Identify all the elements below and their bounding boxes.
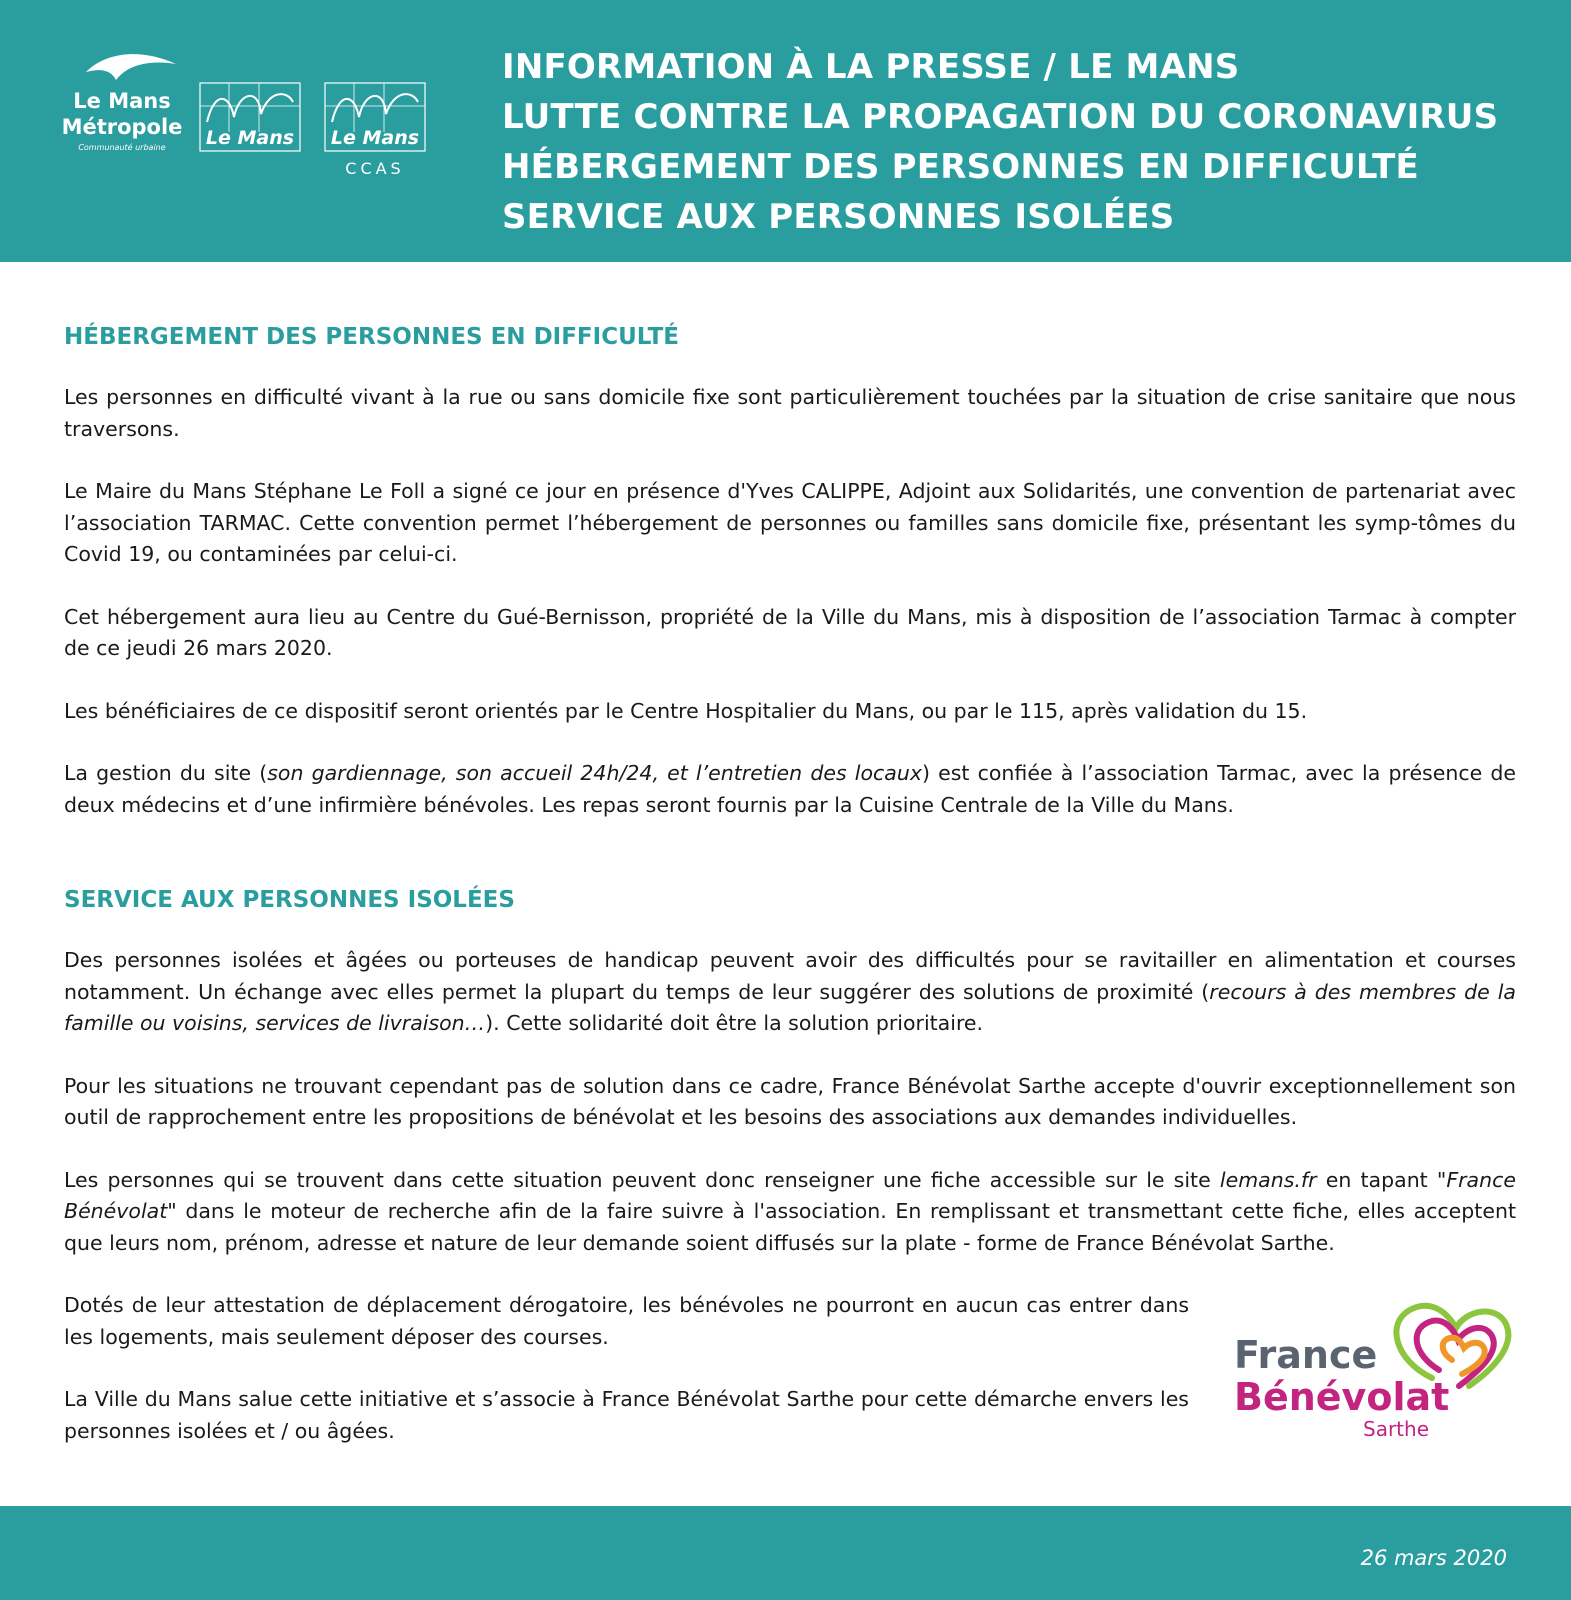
hearts-icon: [1396, 1306, 1508, 1386]
logo-ccas-sub: CCAS: [345, 159, 405, 178]
footer-banner: [0, 1506, 1571, 1600]
le-mans-logo: [199, 82, 301, 152]
logo-metropole-line3: Communauté urbaine: [78, 143, 166, 152]
paragraph: Des personnes isolées et âgées ou porteuses de handicap peuvent avoir des difficultés pour se ravitailler en alimentation et courses notamment. Un échange avec elles permet la plupart du temps de leur suggérer des solutions de proximité (recours à des membres de la famille ou voisins, services de livraison…). Cette solidarité doit être la solution prioritaire.: [64, 948, 1516, 1035]
paragraph: Le Maire du Mans Stéphane Le Foll a signé ce jour en présence d'Yves CALIPPE, Adjoint aux Solidarités, une convention de partenariat avec l’association TARMAC. Cette convention permet l’hébergement de personnes ou familles sans domicile fixe, présentant les symp-tômes du Covid 19, ou contaminées par celui-ci.: [64, 479, 1516, 566]
header-title-2: LUTTE CONTRE LA PROPAGATION DU CORONAVIRUS: [502, 97, 1499, 137]
section-heading-hebergement: HÉBERGEMENT DES PERSONNES EN DIFFICULTÉ: [64, 324, 680, 350]
header-title-4: SERVICE AUX PERSONNES ISOLÉES: [502, 197, 1175, 237]
header-titles: [502, 42, 1562, 242]
paragraph: La Ville du Mans salue cette initiative et s’associe à France Bénévolat Sarthe pour cette démarche envers les personnes isolées et / ou âgées.: [64, 1387, 1189, 1443]
fb-logo-line2: Bénévolat: [1234, 1375, 1450, 1419]
paragraph: Pour les situations ne trouvant cependant pas de solution dans ce cadre, France Bénévolat Sarthe accepte d'ouvrir exceptionnellement son outil de rapprochement entre les propositions de bénévolat et les besoins des associations aux demandes individuelles.: [64, 1073, 1516, 1129]
bird-icon: [86, 54, 176, 80]
paragraph: Les personnes qui se trouvent dans cette situation peuvent donc renseigner une fiche accessible sur le site lemans.fr en tapant "France Bénévolat" dans le moteur de recherche afin de la faire suivre à l'association. En remplissant et transmettant cette fiche, elles acceptent que leurs nom, prénom, adresse et nature de leur demande soient diffusés sur la plate - forme de France Bénévolat Sarthe.: [64, 1167, 1516, 1255]
logo-metropole-line2: Métropole: [61, 115, 183, 139]
paragraph: Cet hébergement aura lieu au Centre du Gué-Bernisson, propriété de la Ville du Mans, mis à disposition de l’association Tarmac à compter de ce jeudi 26 mars 2020.: [64, 604, 1516, 660]
paragraph: Les personnes en difficulté vivant à la rue ou sans domicile fixe sont particulièrement touchées par la situation de crise sanitaire que nous traversons.: [64, 385, 1516, 441]
logo-metropole-line1: Le Mans: [73, 89, 171, 113]
header-banner: [0, 0, 1571, 262]
fb-logo-line1: France: [1234, 1333, 1378, 1377]
section-heading-service: SERVICE AUX PERSONNES ISOLÉES: [64, 887, 515, 913]
france-benevolat-logo: [1234, 1300, 1524, 1450]
le-mans-ccas-logo: [324, 82, 426, 180]
paragraph: Les bénéficiaires de ce dispositif seront orientés par le Centre Hospitalier du Mans, ou par le 115, après validation du 15.: [64, 698, 1308, 723]
logo-ccas-name: Le Mans: [330, 127, 420, 149]
website-link: lemans.fr: [1219, 1167, 1317, 1192]
le-mans-metropole-logo: [56, 50, 188, 160]
paragraph: Dotés de leur attestation de déplacement dérogatoire, les bénévoles ne pourront en aucun cas entrer dans les logements, mais seulement déposer des courses.: [64, 1293, 1189, 1349]
paragraph: La gestion du site (son gardiennage, son accueil 24h/24, et l’entretien des locaux) est confiée à l’association Tarmac, avec la présence de deux médecins et d’une infirmière bénévoles. Les repas seront fournis par la Cuisine Centrale de la Ville du Mans.: [64, 761, 1517, 817]
header-title-1: INFORMATION À LA PRESSE / LE MANS: [502, 47, 1240, 87]
logo-lemans-text: Le Mans: [205, 127, 295, 149]
fb-logo-line3: Sarthe: [1363, 1417, 1429, 1441]
footer-date: 26 mars 2020: [1360, 1546, 1507, 1570]
header-title-3: HÉBERGEMENT DES PERSONNES EN DIFFICULTÉ: [502, 147, 1419, 187]
